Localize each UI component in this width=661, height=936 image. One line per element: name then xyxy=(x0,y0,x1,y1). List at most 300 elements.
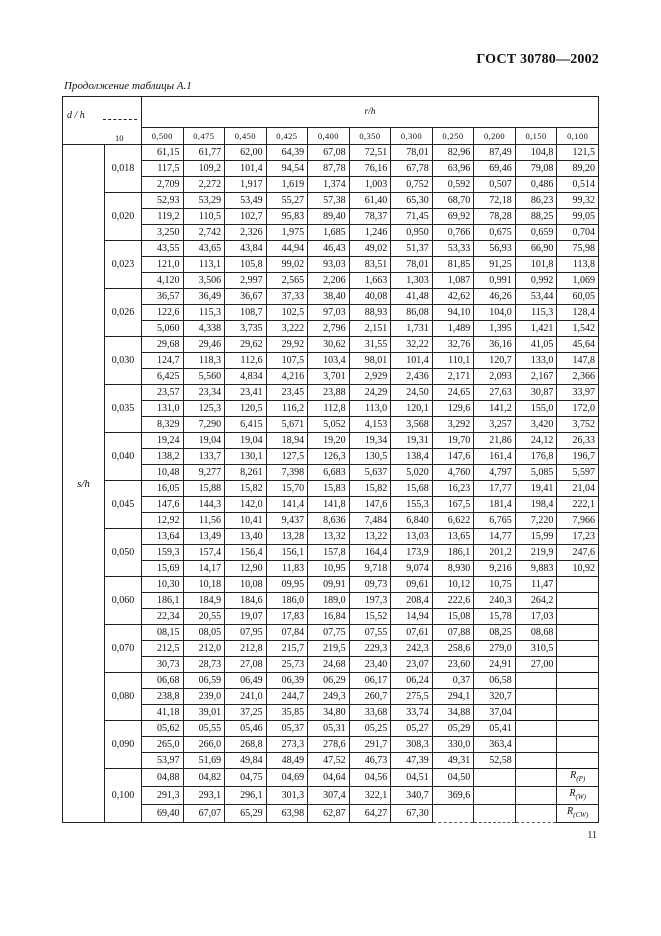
value-cell: 07,61 xyxy=(391,625,433,641)
table-row xyxy=(63,449,599,465)
value-cell: 1,395 xyxy=(474,321,516,337)
value-cell: 05,29 xyxy=(432,721,474,737)
empty-cell xyxy=(515,769,557,787)
corner-header xyxy=(63,97,142,145)
value-cell: 8,930 xyxy=(432,561,474,577)
value-cell: 09,73 xyxy=(349,577,391,593)
value-cell: 147,6 xyxy=(349,497,391,513)
empty-cell xyxy=(474,769,516,787)
value-cell: 07,88 xyxy=(432,625,474,641)
table-row xyxy=(63,369,599,385)
value-cell: 15,88 xyxy=(183,481,225,497)
value-cell: 155,0 xyxy=(515,401,557,417)
value-cell: 22,34 xyxy=(142,609,184,625)
value-cell: 12,90 xyxy=(225,561,267,577)
value-cell: 9,437 xyxy=(266,513,308,529)
table-row xyxy=(63,673,599,689)
value-cell: 32,22 xyxy=(391,337,433,353)
value-cell: 27,08 xyxy=(225,657,267,673)
value-cell: 138,4 xyxy=(391,449,433,465)
value-cell: 10,95 xyxy=(308,561,350,577)
value-cell: 07,84 xyxy=(266,625,308,641)
table-row xyxy=(63,625,599,641)
table-row xyxy=(63,609,599,625)
value-cell: 89,20 xyxy=(557,161,599,177)
value-cell: 7,290 xyxy=(183,417,225,433)
value-cell: 133,7 xyxy=(183,449,225,465)
value-cell: 52,58 xyxy=(474,753,516,769)
value-cell: 19,70 xyxy=(432,433,474,449)
value-cell: 212,0 xyxy=(183,641,225,657)
value-cell: 2,929 xyxy=(349,369,391,385)
value-cell: 79,08 xyxy=(515,161,557,177)
value-cell: 219,5 xyxy=(308,641,350,657)
value-cell: 04,56 xyxy=(349,769,391,787)
row-type-label: $R_{(P)}$ xyxy=(557,769,599,787)
value-cell: 11,83 xyxy=(266,561,308,577)
value-cell: 05,55 xyxy=(183,721,225,737)
value-cell: 157,8 xyxy=(308,545,350,561)
value-cell: 110,5 xyxy=(183,209,225,225)
value-cell: 37,33 xyxy=(266,289,308,305)
value-cell: 19,20 xyxy=(308,433,350,449)
ratio-cell: 0,018 xyxy=(105,145,142,193)
value-cell: 09,95 xyxy=(266,577,308,593)
value-cell: 41,48 xyxy=(391,289,433,305)
value-cell: 10,48 xyxy=(142,465,184,481)
value-cell: 23,07 xyxy=(391,657,433,673)
value-cell: 05,41 xyxy=(474,721,516,737)
value-cell: 2,742 xyxy=(183,225,225,241)
value-cell: 06,68 xyxy=(142,673,184,689)
value-cell: 0,592 xyxy=(432,177,474,193)
value-cell: 129,6 xyxy=(432,401,474,417)
value-cell: 13,40 xyxy=(225,529,267,545)
value-cell: 130,5 xyxy=(349,449,391,465)
value-cell: 43,65 xyxy=(183,241,225,257)
table-row xyxy=(63,545,599,561)
table-row xyxy=(63,257,599,273)
value-cell: 17,77 xyxy=(474,481,516,497)
empty-cell xyxy=(557,673,599,689)
value-cell: 78,01 xyxy=(391,145,433,161)
value-cell: 369,6 xyxy=(432,787,474,805)
value-cell: 301,3 xyxy=(266,787,308,805)
value-cell: 112,8 xyxy=(308,401,350,417)
value-cell: 2,093 xyxy=(474,369,516,385)
empty-cell xyxy=(557,577,599,593)
value-cell: 45,64 xyxy=(557,337,599,353)
value-cell: 67,30 xyxy=(391,805,433,823)
value-cell: 113,1 xyxy=(183,257,225,273)
value-cell: 222,6 xyxy=(432,593,474,609)
value-cell: 6,683 xyxy=(308,465,350,481)
value-cell: 102,7 xyxy=(225,209,267,225)
value-cell: 61,40 xyxy=(349,193,391,209)
value-cell: 155,3 xyxy=(391,497,433,513)
value-cell: 115,3 xyxy=(515,305,557,321)
value-cell: 04,82 xyxy=(183,769,225,787)
value-cell: 242,3 xyxy=(391,641,433,657)
value-cell: 63,98 xyxy=(266,805,308,823)
value-cell: 61,77 xyxy=(183,145,225,161)
table-row xyxy=(63,353,599,369)
value-cell: 05,46 xyxy=(225,721,267,737)
value-cell: 3,250 xyxy=(142,225,184,241)
value-cell: 320,7 xyxy=(474,689,516,705)
value-cell: 119,2 xyxy=(142,209,184,225)
value-cell: 64,39 xyxy=(266,145,308,161)
value-cell: 19,07 xyxy=(225,609,267,625)
ratio-cell: 0,040 xyxy=(105,433,142,481)
value-cell: 0,675 xyxy=(474,225,516,241)
value-cell: 30,87 xyxy=(515,385,557,401)
value-cell: 99,05 xyxy=(557,209,599,225)
table-row xyxy=(63,769,599,787)
value-cell: 06,49 xyxy=(225,673,267,689)
value-cell: 04,50 xyxy=(432,769,474,787)
value-cell: 8,261 xyxy=(225,465,267,481)
value-cell: 101,4 xyxy=(225,161,267,177)
table-row xyxy=(63,321,599,337)
value-cell: 20,55 xyxy=(183,609,225,625)
value-cell: 186,1 xyxy=(432,545,474,561)
value-cell: 147,6 xyxy=(432,449,474,465)
empty-cell xyxy=(515,787,557,805)
value-cell: 53,49 xyxy=(225,193,267,209)
value-cell: 147,8 xyxy=(557,353,599,369)
empty-cell xyxy=(557,625,599,641)
value-cell: 99,32 xyxy=(557,193,599,209)
value-cell: 05,31 xyxy=(308,721,350,737)
value-cell: 4,760 xyxy=(432,465,474,481)
standard-title: ГОСТ 30780—2002 xyxy=(476,52,599,67)
value-cell: 36,16 xyxy=(474,337,516,353)
value-cell: 14,94 xyxy=(391,609,433,625)
value-cell: 4,216 xyxy=(266,369,308,385)
ratio-cell: 0,045 xyxy=(105,481,142,529)
value-cell: 19,24 xyxy=(142,433,184,449)
table-row xyxy=(63,305,599,321)
value-cell: 2,366 xyxy=(557,369,599,385)
value-cell: 49,02 xyxy=(349,241,391,257)
value-cell: 167,5 xyxy=(432,497,474,513)
value-cell: 279,0 xyxy=(474,641,516,657)
value-cell: 29,68 xyxy=(142,337,184,353)
value-cell: 293,1 xyxy=(183,787,225,805)
value-cell: 240,3 xyxy=(474,593,516,609)
value-cell: 04,51 xyxy=(391,769,433,787)
value-cell: 60,05 xyxy=(557,289,599,305)
value-cell: 78,28 xyxy=(474,209,516,225)
ratio-cell: 0,023 xyxy=(105,241,142,289)
value-cell: 6,622 xyxy=(432,513,474,529)
value-cell: 4,338 xyxy=(183,321,225,337)
value-cell: 268,8 xyxy=(225,737,267,753)
value-cell: 278,6 xyxy=(308,737,350,753)
column-header: 0,250 xyxy=(432,128,474,145)
value-cell: 229,3 xyxy=(349,641,391,657)
value-cell: 08,05 xyxy=(183,625,225,641)
value-cell: 69,40 xyxy=(142,805,184,823)
value-cell: 141,8 xyxy=(308,497,350,513)
table-row xyxy=(63,273,599,289)
value-cell: 13,65 xyxy=(432,529,474,545)
value-cell: 0,659 xyxy=(515,225,557,241)
value-cell: 34,80 xyxy=(308,705,350,721)
value-cell: 24,29 xyxy=(349,385,391,401)
value-cell: 24,50 xyxy=(391,385,433,401)
value-cell: 05,25 xyxy=(349,721,391,737)
value-cell: 53,97 xyxy=(142,753,184,769)
value-cell: 24,91 xyxy=(474,657,516,673)
value-cell: 52,93 xyxy=(142,193,184,209)
value-cell: 62,00 xyxy=(225,145,267,161)
column-header-row xyxy=(63,128,599,145)
value-cell: 10,18 xyxy=(183,577,225,593)
value-cell: 62,87 xyxy=(308,805,350,823)
value-cell: 83,51 xyxy=(349,257,391,273)
empty-cell xyxy=(557,593,599,609)
value-cell: 67,07 xyxy=(183,805,225,823)
value-cell: 266,0 xyxy=(183,737,225,753)
value-cell: 15,52 xyxy=(349,609,391,625)
value-cell: 13,03 xyxy=(391,529,433,545)
value-cell: 57,38 xyxy=(308,193,350,209)
value-cell: 78,01 xyxy=(391,257,433,273)
value-cell: 21,04 xyxy=(557,481,599,497)
value-cell: 46,26 xyxy=(474,289,516,305)
value-cell: 36,49 xyxy=(183,289,225,305)
value-cell: 19,34 xyxy=(349,433,391,449)
value-cell: 87,78 xyxy=(308,161,350,177)
value-cell: 08,25 xyxy=(474,625,516,641)
value-cell: 33,97 xyxy=(557,385,599,401)
value-cell: 8,636 xyxy=(308,513,350,529)
value-cell: 87,49 xyxy=(474,145,516,161)
table-row xyxy=(63,385,599,401)
value-cell: 5,060 xyxy=(142,321,184,337)
value-cell: 23,34 xyxy=(183,385,225,401)
value-cell: 3,222 xyxy=(266,321,308,337)
value-cell: 5,020 xyxy=(391,465,433,481)
value-cell: 56,93 xyxy=(474,241,516,257)
value-cell: 08,68 xyxy=(515,625,557,641)
value-cell: 09,61 xyxy=(391,577,433,593)
table-row xyxy=(63,513,599,529)
value-cell: 105,8 xyxy=(225,257,267,273)
value-cell: 107,5 xyxy=(266,353,308,369)
value-cell: 14,17 xyxy=(183,561,225,577)
value-cell: 23,88 xyxy=(308,385,350,401)
column-header: 0,100 xyxy=(557,128,599,145)
value-cell: 138,2 xyxy=(142,449,184,465)
value-cell: 0,514 xyxy=(557,177,599,193)
value-cell: 3,257 xyxy=(474,417,516,433)
value-cell: 24,68 xyxy=(308,657,350,673)
value-cell: 67,78 xyxy=(391,161,433,177)
value-cell: 04,69 xyxy=(266,769,308,787)
value-cell: 72,18 xyxy=(474,193,516,209)
value-cell: 43,84 xyxy=(225,241,267,257)
table-continuation-caption: Продолжение таблицы А.1 xyxy=(64,80,192,92)
value-cell: 2,206 xyxy=(308,273,350,289)
value-cell: 130,1 xyxy=(225,449,267,465)
value-cell: 127,5 xyxy=(266,449,308,465)
table-row xyxy=(63,193,599,209)
value-cell: 363,4 xyxy=(474,737,516,753)
value-cell: 181,4 xyxy=(474,497,516,513)
value-cell: 3,701 xyxy=(308,369,350,385)
value-cell: 15,69 xyxy=(142,561,184,577)
value-cell: 2,326 xyxy=(225,225,267,241)
value-cell: 13,49 xyxy=(183,529,225,545)
value-cell: 53,29 xyxy=(183,193,225,209)
value-cell: 1,087 xyxy=(432,273,474,289)
value-cell: 147,6 xyxy=(142,497,184,513)
value-cell: 71,45 xyxy=(391,209,433,225)
value-cell: 2,997 xyxy=(225,273,267,289)
value-cell: 0,752 xyxy=(391,177,433,193)
empty-cell xyxy=(515,721,557,737)
value-cell: 258,6 xyxy=(432,641,474,657)
value-cell: 121,0 xyxy=(142,257,184,273)
value-cell: 39,01 xyxy=(183,705,225,721)
value-cell: 6,415 xyxy=(225,417,267,433)
value-cell: 13,64 xyxy=(142,529,184,545)
table-body xyxy=(63,145,599,823)
column-header: 0,475 xyxy=(183,128,225,145)
value-cell: 06,24 xyxy=(391,673,433,689)
value-cell: 241,0 xyxy=(225,689,267,705)
table-row xyxy=(63,641,599,657)
table-row xyxy=(63,561,599,577)
ratio-cell: 0,100 xyxy=(105,769,142,823)
row-type-label: $R_{(CW)}$ xyxy=(557,805,599,823)
value-cell: 164,4 xyxy=(349,545,391,561)
value-cell: 7,398 xyxy=(266,465,308,481)
value-cell: 28,73 xyxy=(183,657,225,673)
value-cell: 1,917 xyxy=(225,177,267,193)
table-row xyxy=(63,721,599,737)
value-cell: 53,44 xyxy=(515,289,557,305)
value-cell: 4,797 xyxy=(474,465,516,481)
value-cell: 55,27 xyxy=(266,193,308,209)
value-cell: 109,2 xyxy=(183,161,225,177)
value-cell: 113,8 xyxy=(557,257,599,273)
empty-cell xyxy=(515,673,557,689)
value-cell: 0,486 xyxy=(515,177,557,193)
value-cell: 184,6 xyxy=(225,593,267,609)
value-cell: 08,15 xyxy=(142,625,184,641)
value-cell: 75,98 xyxy=(557,241,599,257)
value-cell: 208,4 xyxy=(391,593,433,609)
value-cell: 94,54 xyxy=(266,161,308,177)
table-row xyxy=(63,753,599,769)
value-cell: 15,82 xyxy=(349,481,391,497)
value-cell: 49,31 xyxy=(432,753,474,769)
value-cell: 88,25 xyxy=(515,209,557,225)
value-cell: 65,30 xyxy=(391,193,433,209)
empty-cell xyxy=(515,753,557,769)
value-cell: 10,12 xyxy=(432,577,474,593)
value-cell: 330,0 xyxy=(432,737,474,753)
value-cell: 186,1 xyxy=(142,593,184,609)
value-cell: 19,04 xyxy=(225,433,267,449)
value-cell: 11,47 xyxy=(515,577,557,593)
value-cell: 3,568 xyxy=(391,417,433,433)
value-cell: 37,25 xyxy=(225,705,267,721)
value-cell: 23,45 xyxy=(266,385,308,401)
value-cell: 76,16 xyxy=(349,161,391,177)
value-cell: 15,70 xyxy=(266,481,308,497)
value-cell: 4,834 xyxy=(225,369,267,385)
value-cell: 04,75 xyxy=(225,769,267,787)
value-cell: 184,9 xyxy=(183,593,225,609)
value-cell: 30,73 xyxy=(142,657,184,673)
value-cell: 6,840 xyxy=(391,513,433,529)
page-number: 11 xyxy=(587,830,597,841)
value-cell: 260,7 xyxy=(349,689,391,705)
value-cell: 1,246 xyxy=(349,225,391,241)
value-cell: 9,718 xyxy=(349,561,391,577)
value-cell: 104,8 xyxy=(515,145,557,161)
value-cell: 238,8 xyxy=(142,689,184,705)
value-cell: 1,663 xyxy=(349,273,391,289)
value-cell: 68,70 xyxy=(432,193,474,209)
value-cell: 7,484 xyxy=(349,513,391,529)
value-cell: 15,83 xyxy=(308,481,350,497)
value-cell: 117,5 xyxy=(142,161,184,177)
value-cell: 47,52 xyxy=(308,753,350,769)
value-cell: 275,5 xyxy=(391,689,433,705)
value-cell: 2,167 xyxy=(515,369,557,385)
ratio-cell: 0,080 xyxy=(105,673,142,721)
table-row xyxy=(63,241,599,257)
value-cell: 186,0 xyxy=(266,593,308,609)
ratio-cell: 0,060 xyxy=(105,577,142,625)
value-cell: 161,4 xyxy=(474,449,516,465)
value-cell: 29,62 xyxy=(225,337,267,353)
value-cell: 53,33 xyxy=(432,241,474,257)
value-cell: 222,1 xyxy=(557,497,599,513)
value-cell: 219,9 xyxy=(515,545,557,561)
value-cell: 291,7 xyxy=(349,737,391,753)
value-cell: 29,92 xyxy=(266,337,308,353)
r-over-h-header: r/h xyxy=(142,97,599,128)
s-over-h-label: s/h xyxy=(63,145,105,823)
value-cell: 93,03 xyxy=(308,257,350,273)
value-cell: 43,55 xyxy=(142,241,184,257)
value-cell: 2,796 xyxy=(308,321,350,337)
table-row xyxy=(63,209,599,225)
value-cell: 156,4 xyxy=(225,545,267,561)
ratio-cell: 0,035 xyxy=(105,385,142,433)
value-cell: 38,40 xyxy=(308,289,350,305)
value-cell: 46,43 xyxy=(308,241,350,257)
value-cell: 8,329 xyxy=(142,417,184,433)
value-cell: 24,65 xyxy=(432,385,474,401)
value-cell: 09,91 xyxy=(308,577,350,593)
value-cell: 215,7 xyxy=(266,641,308,657)
value-cell: 26,33 xyxy=(557,433,599,449)
ratio-cell: 0,030 xyxy=(105,337,142,385)
table-row xyxy=(63,689,599,705)
value-cell: 30,62 xyxy=(308,337,350,353)
table-row xyxy=(63,145,599,161)
value-cell: 9,216 xyxy=(474,561,516,577)
value-cell: 9,074 xyxy=(391,561,433,577)
